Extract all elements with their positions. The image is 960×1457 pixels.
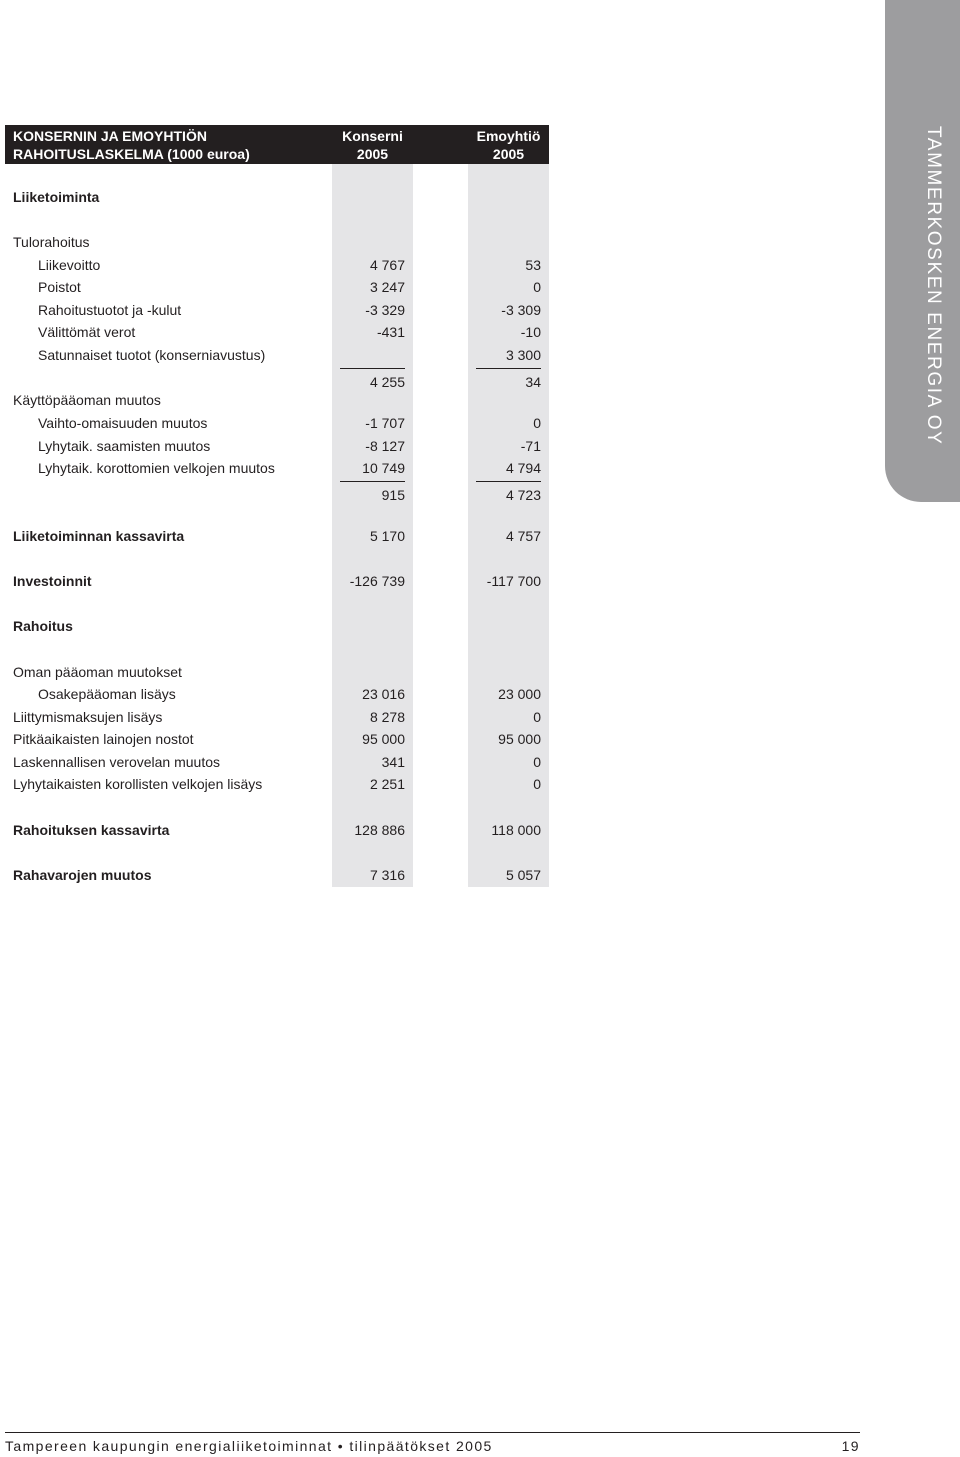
konserni-value: 95 000	[362, 731, 405, 747]
emoyhtio-value: 0	[533, 279, 541, 295]
emoyhtio-value: 95 000	[498, 731, 541, 747]
footer-text: Tampereen kaupungin energialiiketoiminnat • tilinpäätökset 2005	[5, 1438, 493, 1454]
subsection-oman-paaoman	[0, 661, 560, 683]
emoyhtio-value: 4 794	[505, 460, 541, 476]
konserni-value: 128 886	[354, 822, 405, 838]
table-title-line1: KONSERNIN JA EMOYHTIÖN	[13, 128, 207, 144]
table-row	[0, 321, 560, 343]
table-row	[0, 683, 560, 705]
table-row	[0, 706, 560, 728]
subtotal-rule	[476, 481, 541, 482]
konserni-value: -126 739	[349, 573, 405, 589]
konserni-value: -1 707	[365, 415, 405, 431]
konserni-value: 8 278	[369, 709, 405, 725]
row-label: Käyttöpääoman muutos	[13, 392, 161, 408]
row-label: Tulorahoitus	[13, 234, 90, 250]
row-label: Satunnaiset tuotot (konserniavustus)	[38, 347, 266, 363]
row-label: Välittömät verot	[38, 324, 136, 340]
footer-rule	[5, 1432, 860, 1433]
table-row	[0, 299, 560, 321]
emoyhtio-value: 4 723	[505, 487, 541, 503]
konserni-value: 5 170	[369, 528, 405, 544]
subtotal-row	[0, 484, 560, 506]
row-label: Rahoituksen kassavirta	[13, 822, 170, 838]
subtotal-rule	[340, 481, 405, 482]
row-label: Pitkäaikaisten lainojen nostot	[13, 731, 194, 747]
side-tab-label: TAMMERKOSKEN ENERGIA OY	[923, 126, 944, 446]
table-row	[0, 435, 560, 457]
konserni-value: -431	[376, 324, 405, 340]
row-label: Lyhytaikaisten korollisten velkojen lisäys	[13, 776, 263, 792]
emoyhtio-header: Emoyhtiö	[476, 128, 541, 144]
total-row	[0, 819, 560, 841]
subtotal-rule	[476, 368, 541, 369]
total-row	[0, 864, 560, 886]
konserni-value: 3 247	[369, 279, 405, 295]
konserni-year: 2005	[356, 146, 389, 162]
table-row	[0, 254, 560, 276]
emoyhtio-value: 0	[533, 709, 541, 725]
table-row	[0, 276, 560, 298]
table-row	[0, 773, 560, 795]
subsection-kayttopaaoma	[0, 389, 560, 411]
section-rahoitus	[0, 615, 560, 637]
emoyhtio-year: 2005	[492, 146, 525, 162]
emoyhtio-value: 118 000	[491, 822, 541, 838]
row-label: Liittymismaksujen lisäys	[13, 709, 163, 725]
konserni-value: 4 767	[369, 257, 405, 273]
row-label: Rahoitus	[13, 618, 73, 634]
row-label: Liiketoiminta	[13, 189, 100, 205]
row-label: Lyhytaik. saamisten muutos	[38, 438, 211, 454]
section-liiketoiminta	[0, 186, 560, 208]
table-row	[0, 728, 560, 750]
konserni-value: 915	[381, 487, 405, 503]
table-header	[5, 125, 549, 164]
emoyhtio-value: 53	[525, 257, 541, 273]
konserni-header: Konserni	[342, 128, 403, 144]
konserni-value: -8 127	[365, 438, 405, 454]
konserni-value: 341	[381, 754, 405, 770]
page-number: 19	[841, 1438, 860, 1454]
row-label: Osakepääoman lisäys	[38, 686, 176, 702]
page-footer	[5, 1437, 860, 1457]
emoyhtio-value: 0	[533, 776, 541, 792]
subtotal-rule	[340, 368, 405, 369]
emoyhtio-value: 3 300	[505, 347, 541, 363]
row-label: Liikevoitto	[38, 257, 101, 273]
table-row	[0, 457, 560, 479]
table-row	[0, 344, 560, 366]
emoyhtio-value: 5 057	[505, 867, 541, 883]
emoyhtio-value: -71	[520, 438, 541, 454]
emoyhtio-value: 4 757	[505, 528, 541, 544]
konserni-value: 2 251	[369, 776, 405, 792]
row-label: Rahavarojen muutos	[13, 867, 152, 883]
emoyhtio-value: -3 309	[501, 302, 541, 318]
row-label: Vaihto-omaisuuden muutos	[38, 415, 208, 431]
row-label: Oman pääoman muutokset	[13, 664, 182, 680]
table-title-line2: RAHOITUSLASKELMA (1000 euroa)	[13, 146, 250, 162]
row-label: Laskennallisen verovelan muutos	[13, 754, 221, 770]
row-label: Lyhytaik. korottomien velkojen muutos	[38, 460, 275, 476]
emoyhtio-value: 0	[533, 415, 541, 431]
konserni-value: 10 749	[362, 460, 405, 476]
row-label: Liiketoiminnan kassavirta	[13, 528, 185, 544]
konserni-value: 23 016	[362, 686, 405, 702]
row-label: Investoinnit	[13, 573, 92, 589]
emoyhtio-value: -117 700	[486, 573, 541, 589]
table-row	[0, 751, 560, 773]
subsection-tulorahoitus	[0, 231, 560, 253]
emoyhtio-value: 23 000	[498, 686, 541, 702]
total-row	[0, 570, 560, 592]
table-row	[0, 412, 560, 434]
emoyhtio-value: 0	[533, 754, 541, 770]
emoyhtio-value: -10	[520, 324, 541, 340]
total-row	[0, 525, 560, 547]
konserni-value: 7 316	[369, 867, 405, 883]
emoyhtio-value: 34	[525, 374, 541, 390]
row-label: Poistot	[38, 279, 81, 295]
row-label: Rahoitustuotot ja -kulut	[38, 302, 182, 318]
konserni-value: 4 255	[369, 374, 405, 390]
konserni-value: -3 329	[365, 302, 405, 318]
